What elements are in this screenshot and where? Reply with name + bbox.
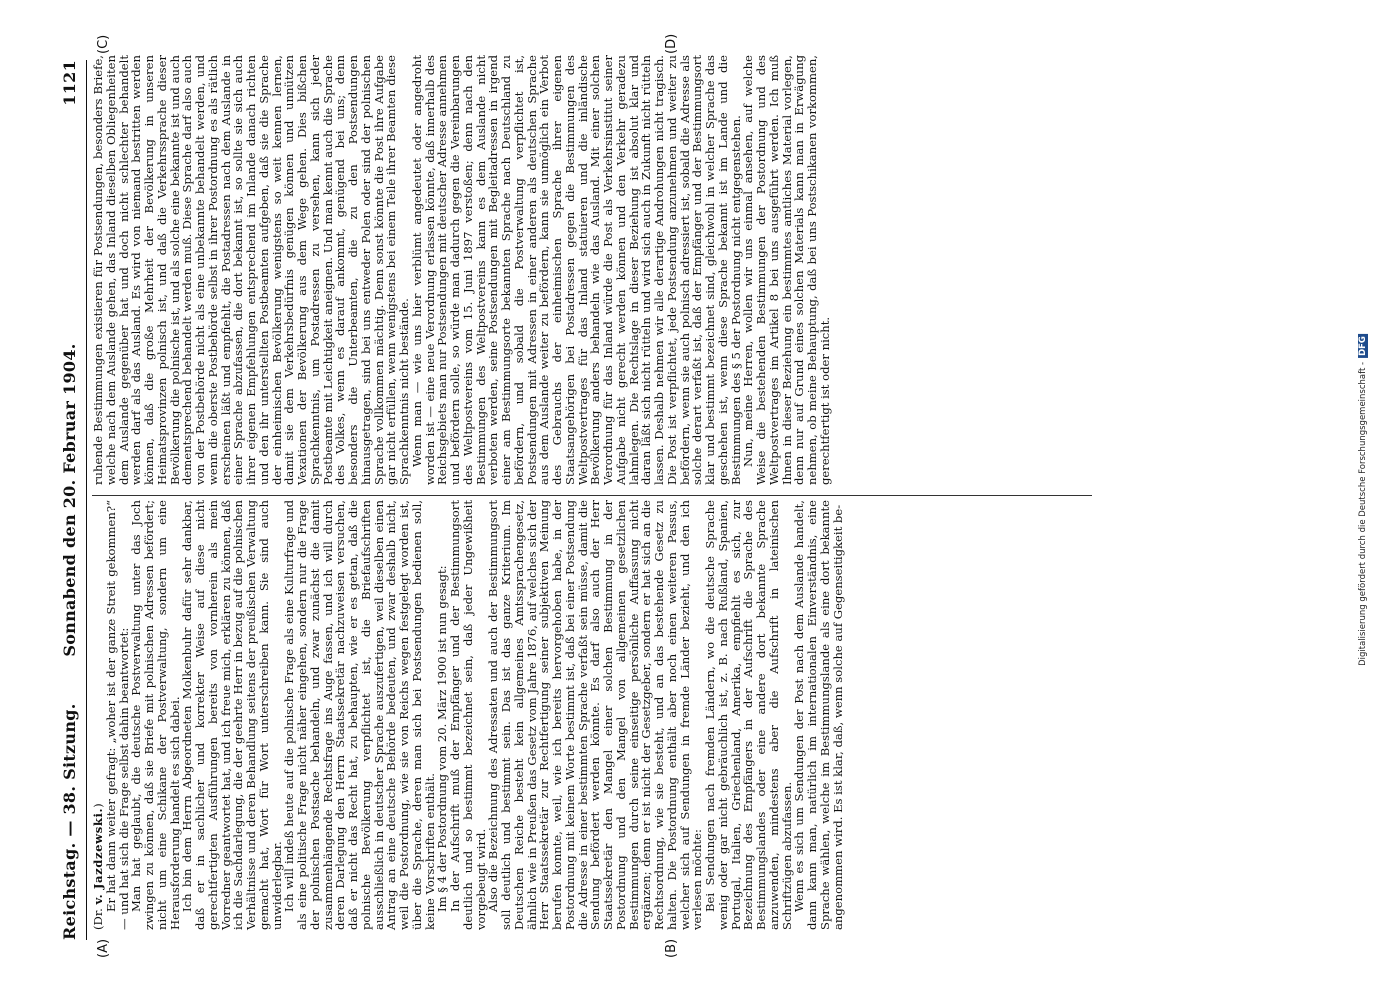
- quote-paragraph: Bei Sendungen nach fremden Ländern, wo die deutsche Sprache wenig oder gar nicht gebräuchlich ist, z. B. nach Rußland, Spanien, Portugal, Italien, Griechenland, Amerika, empfiehlt es sich, zur Bezeichnung des Empfängers in der Aufschrift die Sprache des Bestimmungslandes oder eine andere dort bekannte Sprache anzuwenden, mindestens aber die Aufschrift in lateinischen Schriftzügen abzufassen.: [703, 500, 794, 930]
- paragraph: Man hat geglaubt, die deutsche Postverwaltung unter das Joch zwingen zu können, daß sie Briefe mit polnischen Adressen befördert; nicht um eine Schikane der Postverwaltung, sondern um eine Herausforderung handelt es sich dabei.: [129, 500, 182, 930]
- right-column: [92, 55, 832, 485]
- paragraph: Er hat dann weiter gefragt: „woher ist der ganze Streit gekommen?“ — und hat sich die Frage selbst dahin beantwortet:: [103, 500, 131, 930]
- page-header: [60, 60, 84, 940]
- paragraph: ruhende Bestimmungen existieren für Postsendungen, besonders Briefe, welche nach dem Auslande gehen, das Inland dieselben Obliegenheiten dem Auslande gegenüber hat und doch nicht schlechter behandelt werden darf als das Ausland. Es wird von niemand bestritten werden können, daß die große Mehrheit der Bevölkerung in unseren Heimatsprovinzen polnisch ist, und daß die Verkehrssprache dieser Bevölkerung die polnische ist, und als solche eine bekannte ist und auch dementsprechend behandelt werden muß. Diese Sprache darf also auch von der Postbehörde nicht als eine unbekannte behandelt werden, und wenn die oberste Postbehörde selbst in ihrer Postordnung es als rätlich erscheinen läßt und empfiehlt, die Postadressen nach dem Auslande in einer Sprache abzufassen, die dort bekannt ist, so sollte sie sich auch ihrer eigenen Empfehlungen entsprechend im Inlande danach richten und den ihr unterstellten Postbeamten aufgeben, daß sie die Sprache der einheimischen Bevölkerung wenigstens so weit kennen lernen, damit sie dem Verkehrsbedürfnis genügen können und unnützen Vexationen der Bevölkerung aus dem Wege gehen. Dies bißchen Sprachkenntnis, um Postadressen zu versehen, kann sich jeder Postbeamte mit Leichtigkeit aneignen. Und man kennt auch die Sprache des Volkes, wenn es darauf ankommt, genügend bei uns; denn besonders die Unterbeamten, die zu den Postsendungen hinausgetragen, sind bei uns entweder Polen oder sind der polnischen Sprache vollkommen mächtig. Denn sonst könnte die Post ihre Aufgabe gar nicht erfüllen, wenn wenigstens bei einem Teile ihrer Beamten diese Sprachkenntnis nicht bestände.: [91, 55, 411, 485]
- quote-paragraph: In der Aufschrift muß der Empfänger und der Bestimmungsort deutlich und so bestimmt bezeichnet sein, daß jeder Ungewißheit vorgebeugt wird.: [448, 500, 488, 930]
- margin-marker-b: (B): [664, 938, 679, 958]
- page-number: 1121: [60, 60, 79, 106]
- header-date: Sonnabend den 20. Februar 1904.: [60, 343, 79, 657]
- speaker-name: v. Jazdzewski.: [91, 807, 105, 905]
- column-divider: [92, 495, 1092, 496]
- header-rule: [86, 60, 87, 940]
- paragraph: Ich will indeß heute auf die polnische Frage als eine Kulturfrage und als eine politische Frage nicht näher eingehen, sondern nur die Frage der polnischen Postsache behandeln, und zwar zunächst die damit zusammenhängende Rechtsfrage ins Auge fassen, und ich will durch deren Darlegung den Herrn Staatssekretär nachzuweisen versuchen, daß er nicht das Recht hat, zu behaupten, wie er es getan, daß die polnische Bevölkerung verpflichtet ist, die Briefaufschriften ausschließlich in deutscher Sprache auszufertigen, weil dieselben einen Antrag an eine deutsche Behörde bedeuten, und zwar deshalb nicht, weil die Postordnung, wie sie von Reichs wegen festgelegt worden ist, über die Sprache, deren man sich bei Postsendungen bedienen soll, keine Vorschriften enthält.: [282, 500, 437, 930]
- paragraph: Also die Bezeichnung des Adressaten und auch der Bestimmungsort soll deutlich und bestimmt sein. Das ist das ganze Kriterium. Im Deutschen Reiche besteht kein allgemeines Amtssprachengesetz, ähnlich wie in Preußen das Gesetz vom Jahre 1876, auf welches sich der Herr Staatssekretär zur Rechtfertigung seiner subjektiven Meinung berufen konnte, weil, wie ich bereits hervorgehoben habe, in der Postordnung mit keinem Worte bestimmt ist, daß bei einer Postsendung die Adresse in einer bestimmten Sprache verfaßt sein müsse, damit die Sendung befördert werden könnte. Es darf also auch der Herr Staatssekretär den Mangel einer solchen Bestimmung in der Postordnung und den Mangel von allgemeinen gesetzlichen Bestimmungen durch seine einseitige persönliche Auffassung nicht ergänzen; denn er ist nicht der Gesetzgeber, sondern er hat sich an die Rechtsordnung, wie sie besteht, und an das bestehende Gesetz zu halten. Die Postordnung enthält aber noch einen weiteren Passus, welcher sich auf Sendungen in fremde Länder bezieht, und den ich verlesen möchte:: [486, 500, 705, 930]
- left-column: [92, 500, 844, 930]
- paragraph: Ich bin dem Herrn Abgeordneten Molkenbuhr dafür sehr dankbar, daß er in sachlicher und korrekter Weise auf diese nicht gerechtfertigten Ausführungen bereits von vornherein als mein Vorredner geantwortet hat, und ich freue mich, erklären zu können, daß ich die Sachdarlegung, die der geehrte Herr in bezug auf die polnischen Verhältnisse und deren Behandlung seitens der preußischen Verwaltung gemacht hat, Wort für Wort unterschreiben kann. Sie sind auch unwiderlegbar.: [180, 500, 284, 930]
- paragraph: Wenn es sich um Sendungen der Post nach dem Auslande handelt, dann kann man, natürlich im internationalen Einverständnis, eine Sprache wählen, welche im Bestimmungslande als eine dort bekannte angenommen wird. Es ist klar, daß, wenn solche auf Gegenseitigkeit be-: [792, 500, 845, 930]
- speaker-prefix: (Dr.: [91, 908, 105, 930]
- paragraph: Wenn man — wie uns hier verblümt angedeutet oder angedroht worden ist — eine neue Verordnung erlassen könnte, daß innerhalb des Reichsgebiets man nur Postsendungen mit deutscher Adresse annehmen und befördern solle, so würde man dadurch gegen die Vereinbarungen des Weltpostvereins vom 15. Juni 1897 verstoßen; denn nach den Bestimmungen des Weltpostvereins kann es dem Auslande nicht verboten werden, seine Postsendungen mit Begleitadressen in irgend einer am Bestimmungsorte bekannten Sprache nach Deutschland zu befördern, und sobald die Postverwaltung verpflichtet ist, Postsendungen mit Adressen in einer anderen als deutschen Sprache aus dem Auslande weiter zu befördern, kann sie unmöglich ein Verbot des Gebrauchs der einheimischen Sprache ihrer eigenen Staatsangehörigen bei Postadressen gegen die Bestimmungen des Weltpostvertrages für das Inland statuieren und die inländische Bevölkerung anders behandeln wie das Ausland. Mit einer solchen Verordnung für das Inland würde die Post als Verkehrsinstitut seiner Aufgabe nicht gerecht werden können und den Verkehr geradezu lahmlegen. Die Rechtslage in dieser Beziehung ist absolut klar und daran läßt sich nicht rütteln und wird sich auch in Zukunft nicht rütteln lassen. Deshalb nehmen wir alle derartige Androhungen nicht tragisch. Die Post ist verpflichtet, jede Postsendung anzunehmen und weiter zu befördern, wenn sie auch polnisch adressiert ist, sobald die Adresse als solche derart verfaßt ist, daß der Empfänger und der Bestimmungsort klar und bestimmt bezeichnet sind, gleichwohl in welcher Sprache das geschehen ist, wenn diese Sprache bekannt ist im Lande und die Bestimmungen des § 5 der Postordnung nicht entgegenstehen.: [409, 55, 743, 485]
- digitization-credit: [1358, 334, 1368, 666]
- margin-marker-d: (D): [664, 33, 679, 54]
- dfg-logo: DFG: [1358, 336, 1368, 356]
- margin-marker-c: (C): [96, 34, 111, 54]
- speaker-suffix: ): [91, 803, 105, 808]
- margin-marker-a: (A): [96, 938, 111, 958]
- speaker-line: [92, 500, 105, 930]
- paragraph: Im § 4 der Postordnung vom 20. März 1900 ist nun gesagt:: [435, 565, 450, 912]
- header-left: Reichstag. — 38. Sitzung.: [60, 703, 79, 940]
- credit-text: Digitalisierung gefördert durch die Deutsche Forschungsgemeinschaft -: [1358, 361, 1368, 666]
- paragraph: Nun, meine Herren, wollen wir uns einmal ansehen, auf welche Weise die bestehenden Bestimmungen der Postordnung und des Weltpostvertrages im Artikel 8 bei uns ausgeführt werden. Ich muß Ihnen in dieser Beziehung ein bestimmtes amtliches Material vorlegen, denn nur auf Grund eines solchen Materials kann man in Erwägung nehmen, ob meine Behauptung, daß bei uns Postschikanen vorkommen, gerechtfertigt ist oder nicht.: [741, 55, 832, 485]
